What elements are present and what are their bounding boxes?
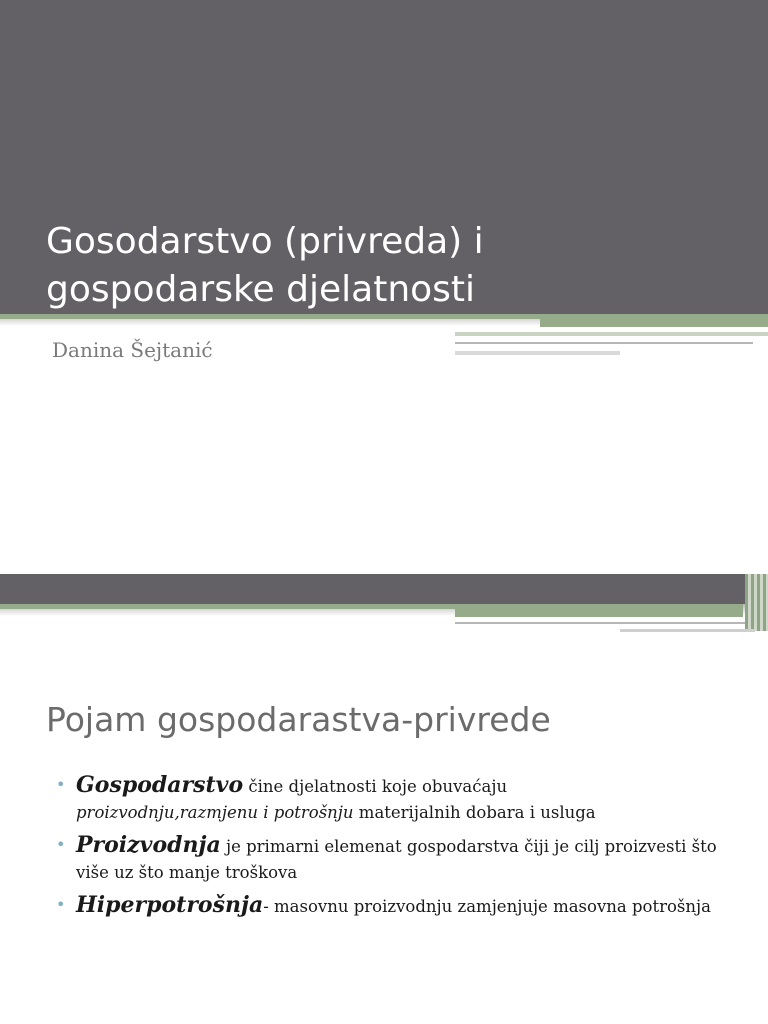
bullet-term: Gospodarstvo xyxy=(76,772,244,798)
slide-title-line-1: Gosodarstvo (privreda) i xyxy=(46,221,484,262)
bullet-text: čine djelatnosti koje obuvaćaju xyxy=(243,777,508,796)
slide-title-line-2: gospodarske djelatnosti xyxy=(46,269,476,310)
accent-stripe xyxy=(0,314,540,319)
slide-subtitle: Danina Šejtanić xyxy=(52,338,213,362)
content-slide xyxy=(0,574,768,1024)
header-band xyxy=(0,574,768,604)
bullet-icon: • xyxy=(56,835,66,854)
bullet-item xyxy=(56,772,736,826)
bullet-item xyxy=(56,892,736,920)
accent-stripe-pattern xyxy=(745,574,768,631)
accent-stripe-light xyxy=(455,332,768,336)
bullet-item xyxy=(56,832,736,886)
bullet-text: - masovnu proizvodnju zamjenjuje masovna potrošnja xyxy=(263,897,711,916)
accent-line-short xyxy=(620,629,755,632)
bullet-text: materijalnih dobara i usluga xyxy=(353,803,596,822)
bullet-icon: • xyxy=(56,895,66,914)
accent-stripe-wide xyxy=(540,314,768,327)
accent-stripe-wide xyxy=(455,604,743,617)
bullet-term: Hiperpotrošnja xyxy=(76,892,264,918)
accent-line-short xyxy=(455,351,620,355)
bullet-term: Proizvodnja xyxy=(76,832,221,858)
accent-stripe xyxy=(0,604,455,609)
accent-line xyxy=(455,622,745,624)
slide-heading: Pojam gospodarastva-privrede xyxy=(46,700,551,739)
slide-title xyxy=(46,218,726,314)
accent-line xyxy=(455,342,753,344)
bullet-list xyxy=(56,772,736,926)
bullet-text: je primarni elemenat gospodarstva čiji je cilj proizvesti što više uz što manje troškova xyxy=(76,837,717,882)
bullet-icon: • xyxy=(56,775,66,794)
bullet-text-italic: proizvodnju,razmjenu i potrošnju xyxy=(76,803,354,822)
